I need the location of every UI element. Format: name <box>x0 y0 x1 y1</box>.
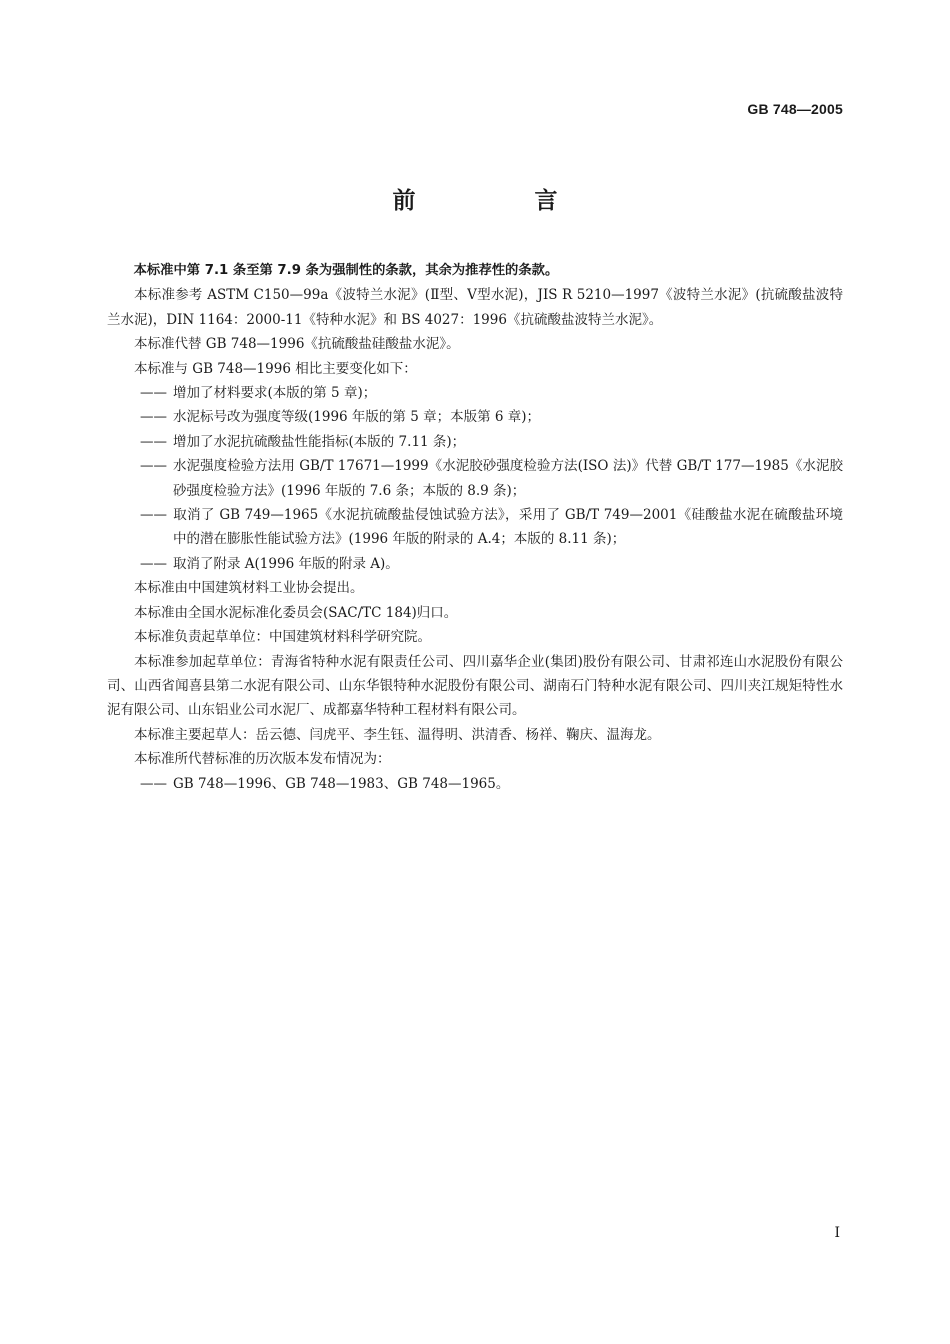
change-item-text: 取消了附录 A(1996 年版的附录 A)。 <box>173 555 399 572</box>
changes-intro-paragraph: 本标准与 GB 748—1996 相比主要变化如下： <box>134 360 417 377</box>
change-item <box>107 430 843 454</box>
section-title: 前 言 <box>392 188 606 214</box>
dash-marker: —— <box>140 507 167 524</box>
replacement-paragraph: 本标准代替 GB 748—1996《抗硫酸盐硅酸盐水泥》。 <box>134 336 460 353</box>
dash-marker: —— <box>140 458 167 475</box>
participating-drafters-paragraph: 本标准参加起草单位：青海省特种水泥有限责任公司、四川嘉华企业(集团)股份有限公司、甘肃祁连山水泥股份有限公司、山西省闻喜县第二水泥有限公司、山东华银特种水泥股份有限公司、湖南石门特种水泥有限公司、四川夹江规矩特性水泥有限公司、山东铝业公司水泥厂、成都嘉华特种工程材料有限公司。 <box>107 653 843 719</box>
change-item <box>107 381 843 405</box>
committee-paragraph: 本标准由全国水泥标准化委员会(SAC/TC 184)归口。 <box>134 604 458 621</box>
change-item-text: 增加了材料要求(本版的第 5 章)； <box>173 385 377 402</box>
foreword-body <box>107 259 843 796</box>
change-item-text: 增加了水泥抗硫酸盐性能指标(本版的 7.11 条)； <box>173 433 466 450</box>
mandatory-clause-statement: 本标准中第 7.1 条至第 7.9 条为强制性的条款，其余为推荐性的条款。 <box>133 263 559 278</box>
reference-standards-paragraph: 本标准参考 ASTM C150—99a《波特兰水泥》(Ⅱ型、Ⅴ型水泥)，JIS R 5210—1997《波特兰水泥》(抗硫酸盐波特兰水泥)，DIN 1164：2000-11《特种水泥》和 BS 4027：1996《抗硫酸盐波特兰水泥》。 <box>107 287 843 328</box>
page-number: Ⅰ <box>834 1225 840 1241</box>
main-drafters-paragraph: 本标准主要起草人：岳云德、闫虎平、李生钰、温得明、洪清香、杨祥、鞠庆、温海龙。 <box>134 726 661 743</box>
history-item <box>107 772 843 796</box>
document-code: GB 748—2005 <box>747 101 843 117</box>
change-item <box>107 503 843 552</box>
history-item-text: GB 748—1996、GB 748—1983、GB 748—1965。 <box>173 775 510 792</box>
dash-marker: —— <box>140 385 167 402</box>
dash-marker: —— <box>140 409 167 426</box>
dash-marker: —— <box>140 555 167 572</box>
change-item-text: 取消了 GB 749—1965《水泥抗硫酸盐侵蚀试验方法》，采用了 GB/T 749—2001《硅酸盐水泥在硫酸盐环境中的潜在膨胀性能试验方法》(1996 年版的附录的 A.4；本版的 8.11 条)； <box>173 507 843 548</box>
change-item-text: 水泥强度检验方法用 GB/T 17671—1999《水泥胶砂强度检验方法(ISO 法)》代替 GB/T 177—1985《水泥胶砂强度检验方法》(1996 年版的 7.6 条；本版的 8.9 条)； <box>173 458 843 499</box>
dash-marker: —— <box>140 433 167 450</box>
proposer-paragraph: 本标准由中国建筑材料工业协会提出。 <box>134 580 364 597</box>
dash-marker: —— <box>140 775 167 792</box>
change-item <box>107 454 843 503</box>
lead-drafter-paragraph: 本标准负责起草单位：中国建筑材料科学研究院。 <box>134 629 431 646</box>
change-item <box>107 405 843 429</box>
change-item <box>107 552 843 576</box>
history-intro-paragraph: 本标准所代替标准的历次版本发布情况为： <box>134 751 391 768</box>
change-item-text: 水泥标号改为强度等级(1996 年版的第 5 章；本版第 6 章)； <box>173 409 541 426</box>
